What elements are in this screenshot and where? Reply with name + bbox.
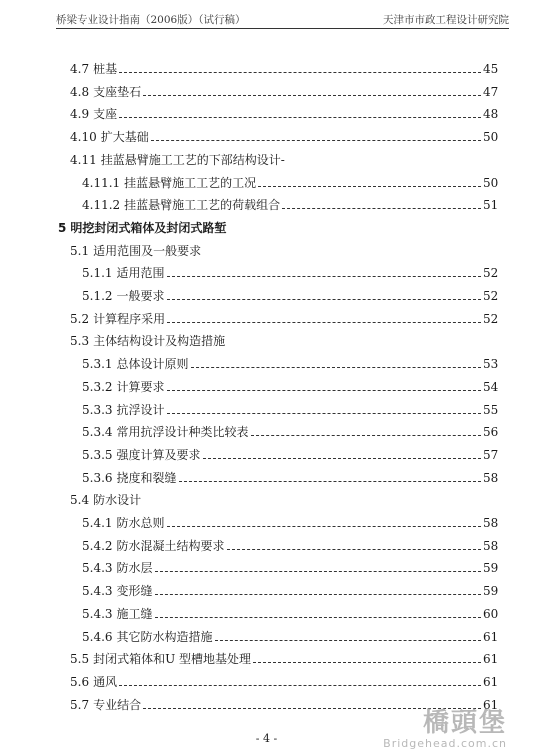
- toc-dot-leader: [203, 458, 481, 459]
- toc-entry-page: 51: [483, 198, 499, 213]
- toc-entry-page: 50: [483, 175, 499, 190]
- toc-entry-row[interactable]: [70, 489, 497, 507]
- toc-entry-row[interactable]: [70, 81, 497, 99]
- toc-chapter-row[interactable]: [58, 217, 497, 235]
- toc-entry-page: 52: [483, 311, 499, 326]
- toc-entry-row[interactable]: [82, 444, 497, 462]
- toc-entry-page: 56: [483, 425, 499, 440]
- toc-dot-leader: [155, 571, 481, 572]
- toc-entry-row[interactable]: [82, 626, 497, 644]
- header-organization: 天津市市政工程设计研究院: [383, 14, 509, 26]
- toc-entry-row[interactable]: [82, 285, 497, 303]
- toc-entry-number: 5.3.3: [82, 402, 113, 417]
- toc-entry-page: 59: [483, 584, 499, 599]
- toc-dot-leader: [227, 549, 481, 550]
- toc-entry-number: 5.4.1: [82, 516, 113, 530]
- toc-entry-number: 5.6: [70, 674, 90, 689]
- toc-entry-page: 61: [483, 697, 499, 712]
- toc-entry-title: 挂蓝悬臂施工工艺的荷载组合: [124, 198, 281, 213]
- toc-entry-number: 5.4: [70, 493, 90, 508]
- toc-entry-row[interactable]: [82, 194, 497, 212]
- toc-entry-title: 计算要求: [116, 379, 165, 394]
- toc-entry-row[interactable]: [70, 308, 497, 326]
- toc-entry-page: 58: [483, 470, 499, 485]
- toc-entry-title: 支座垫石: [93, 84, 142, 99]
- toc-entry-number: 4.9: [70, 107, 90, 122]
- toc-dot-leader: [119, 72, 481, 73]
- toc-entry-page: 55: [483, 402, 499, 417]
- toc-entry-number: 4.11.1: [82, 175, 121, 190]
- toc-dot-leader: [119, 117, 481, 118]
- toc-entry-row[interactable]: [82, 262, 497, 280]
- toc-entry-title: 施工缝: [116, 606, 153, 621]
- toc-entry-page: 52: [483, 266, 499, 281]
- toc-entry-row[interactable]: [70, 126, 497, 144]
- toc-entry-title: 扩大基础: [100, 130, 149, 145]
- toc-entry-row[interactable]: [82, 535, 497, 553]
- toc-entry-page: 48: [483, 107, 499, 122]
- toc-entry-row[interactable]: [70, 330, 497, 348]
- toc-entry-title: 常用抗浮设计种类比较表: [116, 425, 249, 440]
- toc-entry-page: 61: [483, 652, 499, 667]
- toc-entry-number: 5.4.6: [82, 629, 113, 644]
- toc-entry-title: 其它防水构造措施: [116, 629, 213, 644]
- toc-entry-page: 45: [483, 62, 499, 76]
- toc-entry-row[interactable]: [82, 467, 497, 485]
- toc-entry-title: 适用范围: [116, 266, 165, 281]
- toc-entry-page: 60: [483, 606, 499, 621]
- toc-dot-leader: [215, 640, 481, 641]
- toc-entry-title: 挂蓝悬臂施工工艺的工况: [124, 175, 257, 190]
- toc-dot-leader: [179, 481, 481, 482]
- toc-entry-page: 47: [483, 84, 499, 99]
- toc-entry-title: 适用范围及一般要求: [93, 243, 202, 258]
- toc-entry-page: 58: [483, 538, 499, 553]
- toc-dot-leader: [151, 140, 481, 141]
- toc-entry-page: 54: [483, 379, 499, 394]
- toc-dot-leader: [155, 617, 481, 618]
- toc-entry-title: 防水混凝土结构要求: [116, 538, 225, 553]
- toc-entry-title: 通风: [93, 674, 118, 689]
- toc-dot-leader: [191, 367, 481, 368]
- toc-entry-page: 61: [483, 629, 499, 644]
- toc-entry-page: 59: [483, 561, 499, 576]
- toc-entry-page: 52: [483, 289, 499, 303]
- toc-entry-title: 变形缝: [116, 584, 153, 599]
- toc-dot-leader: [167, 322, 481, 323]
- toc-dot-leader: [119, 685, 481, 686]
- toc-entry-row[interactable]: [82, 376, 497, 394]
- toc-entry-row[interactable]: [70, 671, 497, 689]
- toc-entry-title: 桩基: [93, 62, 118, 76]
- toc-entry-title: 强度计算及要求: [116, 447, 201, 462]
- toc-dot-leader: [167, 526, 481, 527]
- toc-dot-leader: [251, 435, 481, 436]
- toc-entry-page: 57: [483, 447, 499, 462]
- page-number: - 4 -: [255, 732, 278, 745]
- toc-dot-leader: [282, 208, 481, 209]
- toc-entry-number: 5.5: [70, 652, 90, 667]
- toc-dot-leader: [167, 413, 481, 414]
- toc-dot-leader: [155, 594, 481, 595]
- toc-dot-leader: [167, 390, 481, 391]
- toc-entry-number: 5.4.3: [82, 561, 113, 576]
- toc-entry-row[interactable]: [70, 103, 497, 121]
- toc-entry-number: 4.10: [70, 130, 97, 145]
- toc-entry-row[interactable]: [82, 172, 497, 190]
- toc-entry-row[interactable]: [70, 648, 497, 666]
- toc-entry-title: 挠度和裂缝: [116, 470, 177, 485]
- toc-entry-row[interactable]: [70, 149, 497, 167]
- toc-entry-title: 专业结合: [93, 697, 142, 712]
- toc-dot-leader: [258, 186, 481, 187]
- toc-entry-title: 一般要求: [116, 289, 165, 303]
- toc-entry-row[interactable]: [82, 353, 497, 371]
- toc-dot-leader: [167, 299, 481, 300]
- page-header: [56, 8, 509, 28]
- toc-entry-title: 主体结构设计及构造措施: [93, 334, 226, 349]
- header-rule: [56, 28, 509, 29]
- watermark-logo: [383, 702, 507, 750]
- toc-entry-number: 5.1.2: [82, 289, 113, 303]
- watermark-en: Bridgehead.com.cn: [383, 737, 507, 750]
- toc-entry-number: 5.4.2: [82, 538, 113, 553]
- toc-entry-row[interactable]: [82, 512, 497, 530]
- toc-entry-title: 防水总则: [116, 516, 165, 530]
- toc-entry-row[interactable]: [70, 240, 497, 258]
- toc-entry-title: 明挖封闭式箱体及封闭式路堑: [70, 220, 227, 235]
- toc-dot-leader: [143, 95, 481, 96]
- toc-entry-page: 61: [483, 674, 499, 689]
- toc-entry-number: 4.7: [70, 62, 90, 76]
- toc-entry-number: 5.3.5: [82, 447, 113, 462]
- toc-entry-title: 防水设计: [93, 493, 142, 508]
- toc-entry-row[interactable]: [82, 399, 497, 417]
- toc-entry-number: 5.2: [70, 311, 90, 326]
- toc-entry-row[interactable]: [82, 603, 497, 621]
- toc-entry-page: 58: [483, 516, 499, 530]
- toc-entry-number: 5.3.1: [82, 357, 113, 372]
- toc-entry-page: 50: [483, 130, 499, 145]
- toc-entry-number: 5.3.6: [82, 470, 113, 485]
- toc-entry-number: 5.3: [70, 334, 90, 349]
- header-document-title: 桥梁专业设计指南（2006版）（试行稿）: [56, 14, 246, 26]
- toc-entry-number: 5.3.4: [82, 425, 113, 440]
- toc-entry-row[interactable]: [82, 557, 497, 575]
- toc-entry-title: 支座: [93, 107, 118, 122]
- toc-entry-number: 4.11: [70, 152, 97, 167]
- toc-entry-number: 5.1: [70, 243, 90, 258]
- toc-entry-row[interactable]: [82, 421, 497, 439]
- toc-dot-leader: [167, 276, 481, 277]
- watermark-cn: 橋頭堡: [422, 708, 507, 738]
- toc-entry-title: 挂蓝悬臂施工工艺的下部结构设计-: [100, 152, 285, 167]
- toc-entry-number: 5.3.2: [82, 379, 113, 394]
- toc-entry-row[interactable]: [70, 58, 497, 76]
- toc-dot-leader: [253, 662, 481, 663]
- toc-entry-number: 4.8: [70, 84, 90, 99]
- toc-entry-title: 防水层: [116, 561, 153, 576]
- toc-entry-title: 计算程序采用: [93, 311, 166, 326]
- toc-entry-number: 5.7: [70, 697, 90, 712]
- toc-entry-number: 5: [58, 220, 67, 235]
- toc-entry-number: 5.4.3: [82, 606, 113, 621]
- toc-entry-number: 4.11.2: [82, 198, 121, 213]
- toc-entry-title: 总体设计原则: [116, 357, 189, 372]
- toc-entry-row[interactable]: [82, 580, 497, 598]
- toc-entry-number: 5.1.1: [82, 266, 113, 281]
- toc-entry-number: 5.4.3: [82, 584, 113, 599]
- toc-entry-title: 封闭式箱体和U 型槽地基处理: [93, 652, 252, 667]
- toc-entry-title: 抗浮设计: [116, 402, 165, 417]
- toc-entry-page: 53: [483, 357, 499, 372]
